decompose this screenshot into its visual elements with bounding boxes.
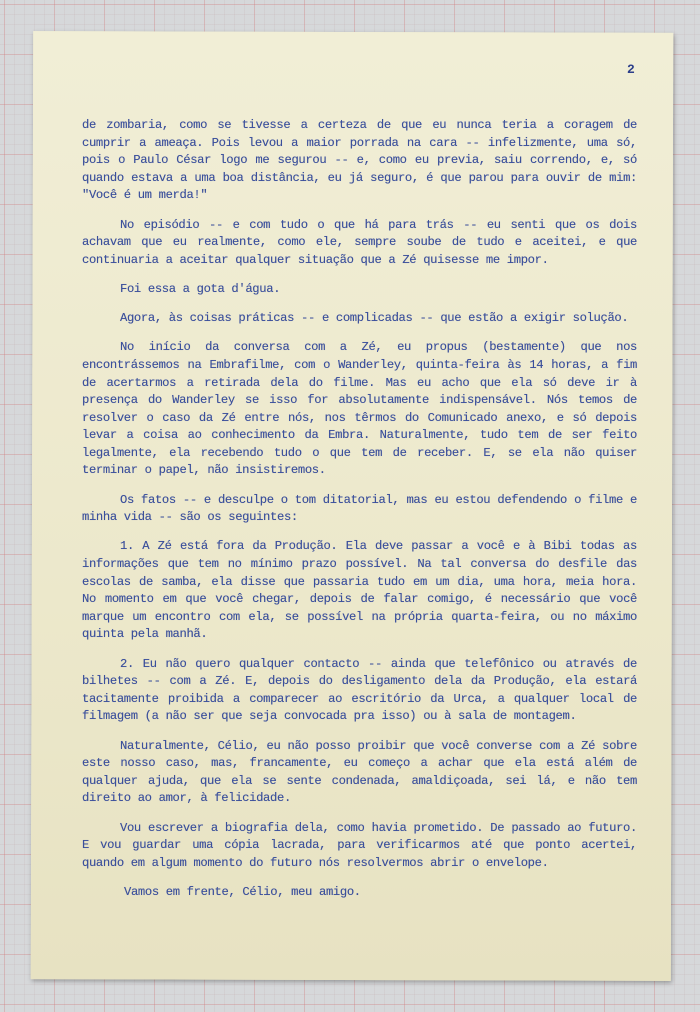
paragraph-item-2: 2. Eu não quero qualquer contacto -- ainda que telefônico ou através de bilhetes -- com a Zé. E, depois do desligamento dela da Produção, ela estará tacitamente proibida a comparecer ao escritório da Urca, a qualquer local de filmagem (a não ser que seja convocada pra isso) ou à sala de montagem. — [82, 656, 637, 724]
letter-body — [82, 117, 637, 913]
paragraph-item-1: 1. A Zé está fora da Produção. Ela deve passar a você e à Bibi todas as informações que tem no mínimo prazo possível. Na tal conversa do desfile das escolas de samba, ela disse que passaria tudo em um dia, uma hora, meia hora. No momento em que você chegar, depois de falar comigo, é necessário que você marque um encontro com ela, se possível na própria quarta-feira, ou no máximo quinta pela manhã. — [82, 539, 637, 642]
paragraph-5: No início da conversa com a Zé, eu propus (bestamente) que nos encontrássemos na Embrafilme, com o Wanderley, quinta-feira às 14 horas, a fim de acertarmos a retirada dela do filme. Mas eu acho que ela só deve ir à presença do Wanderley se isso for absolutamente indispensável. Nós temos de resolver o caso da Zé entre nós, nos têrmos do Comunicado anexo, e só depois levar a coisa ao conhecimento da Embra. Naturalmente, tudo tem de ser feito legalmente, ela recebendo tudo o que tem de receber. E, se ela não quiser terminar o papel, não insistiremos. — [82, 340, 637, 478]
paragraph-6: Os fatos -- e desculpe o tom ditatorial, mas eu estou defendendo o filme e minha vida -- são os seguintes: — [82, 492, 637, 525]
paragraph-7: Naturalmente, Célio, eu não posso proibir que você converse com a Zé sobre este nosso caso, mas, francamente, eu começo a achar que ela está além de qualquer ajuda, que ela se sente condenada, amaldiçoada, sei lá, e não tem direito ao amor, à felicidade. — [82, 738, 637, 806]
paragraph-3: Foi essa a gota d'água. — [120, 281, 281, 296]
paragraph-4: Agora, às coisas práticas -- e complicadas -- que estão a exigir solução. — [120, 311, 629, 326]
page-number: 2 — [627, 62, 635, 77]
paragraph-2: No episódio -- e com tudo o que há para trás -- eu senti que os dois achavam que eu realmente, como ele, sempre soube de tudo e aceitei, e que continuaria a aceitar qualquer situação que a Zé quisesse me impor. — [82, 217, 637, 267]
sign-off: Vamos em frente, Célio, meu amigo. — [124, 884, 361, 899]
paragraph-1: de zombaria, como se tivesse a certeza de que eu nunca teria a coragem de cumprir a ameaça. Pois levou a maior porrada na cara -- infelizmente, uma só, pois o Paulo César logo me segurou -- e, como eu previa, saiu correndo, e, só quando estava a uma boa distância, eu já seguro, é que parou para ouvir de mim: "Você é um merda!" — [82, 118, 637, 203]
paragraph-8: Vou escrever a biografia dela, como havia prometido. De passado ao futuro. E vou guardar uma cópia lacrada, para verificarmos até que ponto acertei, quando em algum momento do futuro nós resolvermos abrir o envelope. — [82, 820, 637, 870]
